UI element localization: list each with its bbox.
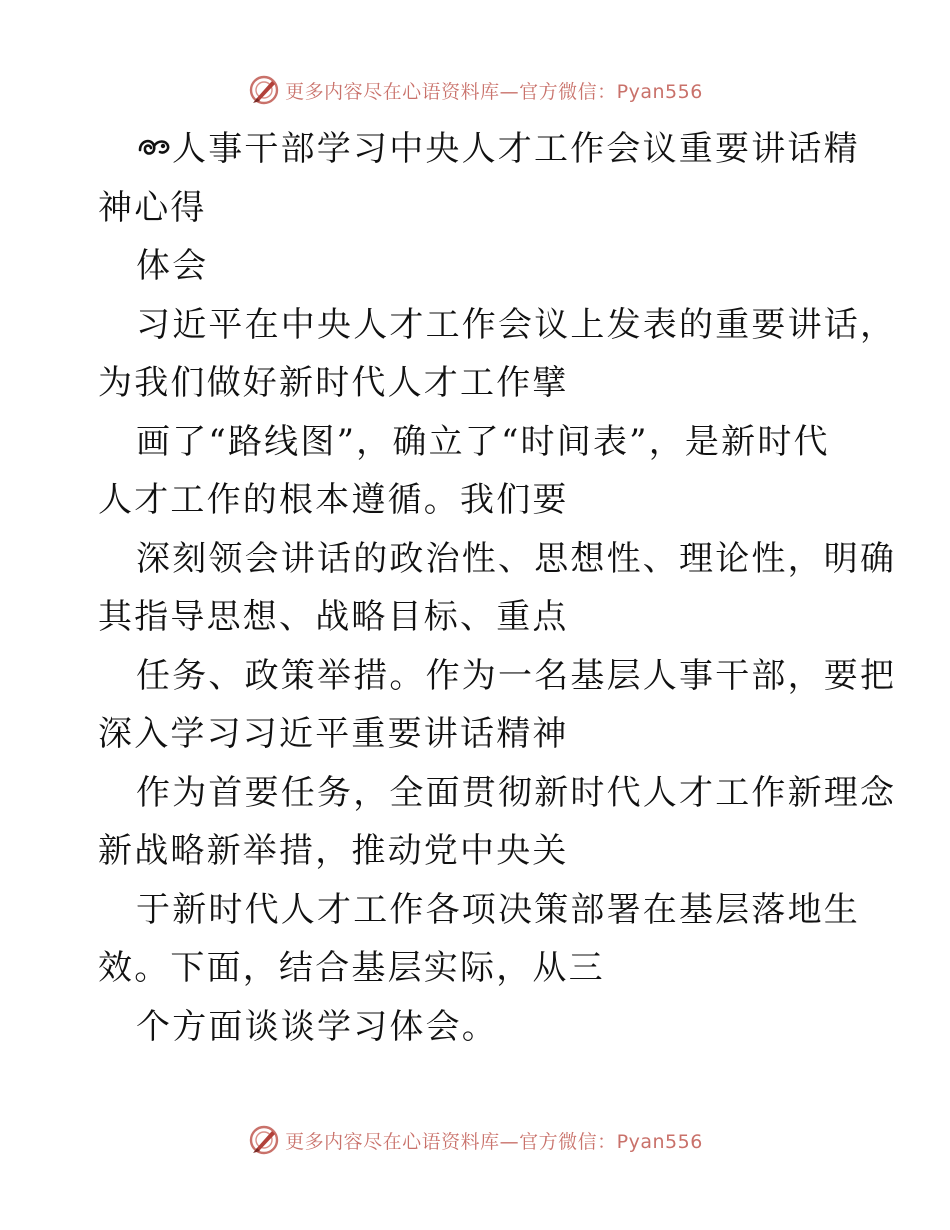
paragraph-line: 人才工作的根本遵循。我们要 [98,480,569,520]
document-body [98,120,897,1056]
paragraph-line: 为我们做好新时代人才工作擘 [98,363,569,403]
paragraph-line: 深刻领会讲话的政治性、思想性、理论性，明确 [136,538,897,579]
document-title-line-3: 体会 [136,246,209,286]
header-watermark [0,72,950,108]
brush-logo-icon [247,1123,281,1157]
paragraph-line: 于新时代人才工作各项决策部署在基层落地生 [136,889,860,930]
brush-logo-icon [247,73,281,107]
flourish-icon [136,132,172,162]
paragraph-line: 深入学习习近平重要讲话精神 [98,714,569,754]
watermark-text: 更多内容尽在心语资料库—官方微信：Pyan556 [285,80,703,103]
document-title-line-1 [98,120,858,179]
paragraph-line: 任务、政策举措。作为一名基层人事干部，要把 [136,655,897,696]
document-title: 人事干部学习中央人才工作会议重要讲话精 [172,129,860,169]
paragraph-line: 效。下面，结合基层实际，从三 [98,948,605,988]
paragraph-line: 作为首要任务，全面贯彻新时代人才工作新理念 [136,772,897,813]
paragraph-line: 习近平在中央人才工作会议上发表的重要讲话， [136,304,897,345]
footer-watermark [0,1122,950,1158]
paragraph-line: 新战略新举措，推动党中央关 [98,831,569,871]
paragraph-line: 画了“路线图”，确立了“时间表”，是新时代 [136,421,830,462]
watermark-text: 更多内容尽在心语资料库—官方微信：Pyan556 [285,1130,703,1153]
paragraph-line: 其指导思想、战略目标、重点 [98,597,569,637]
document-title-line-2: 神心得 [98,187,207,228]
paragraph-line: 个方面谈谈学习体会。 [136,1006,498,1047]
